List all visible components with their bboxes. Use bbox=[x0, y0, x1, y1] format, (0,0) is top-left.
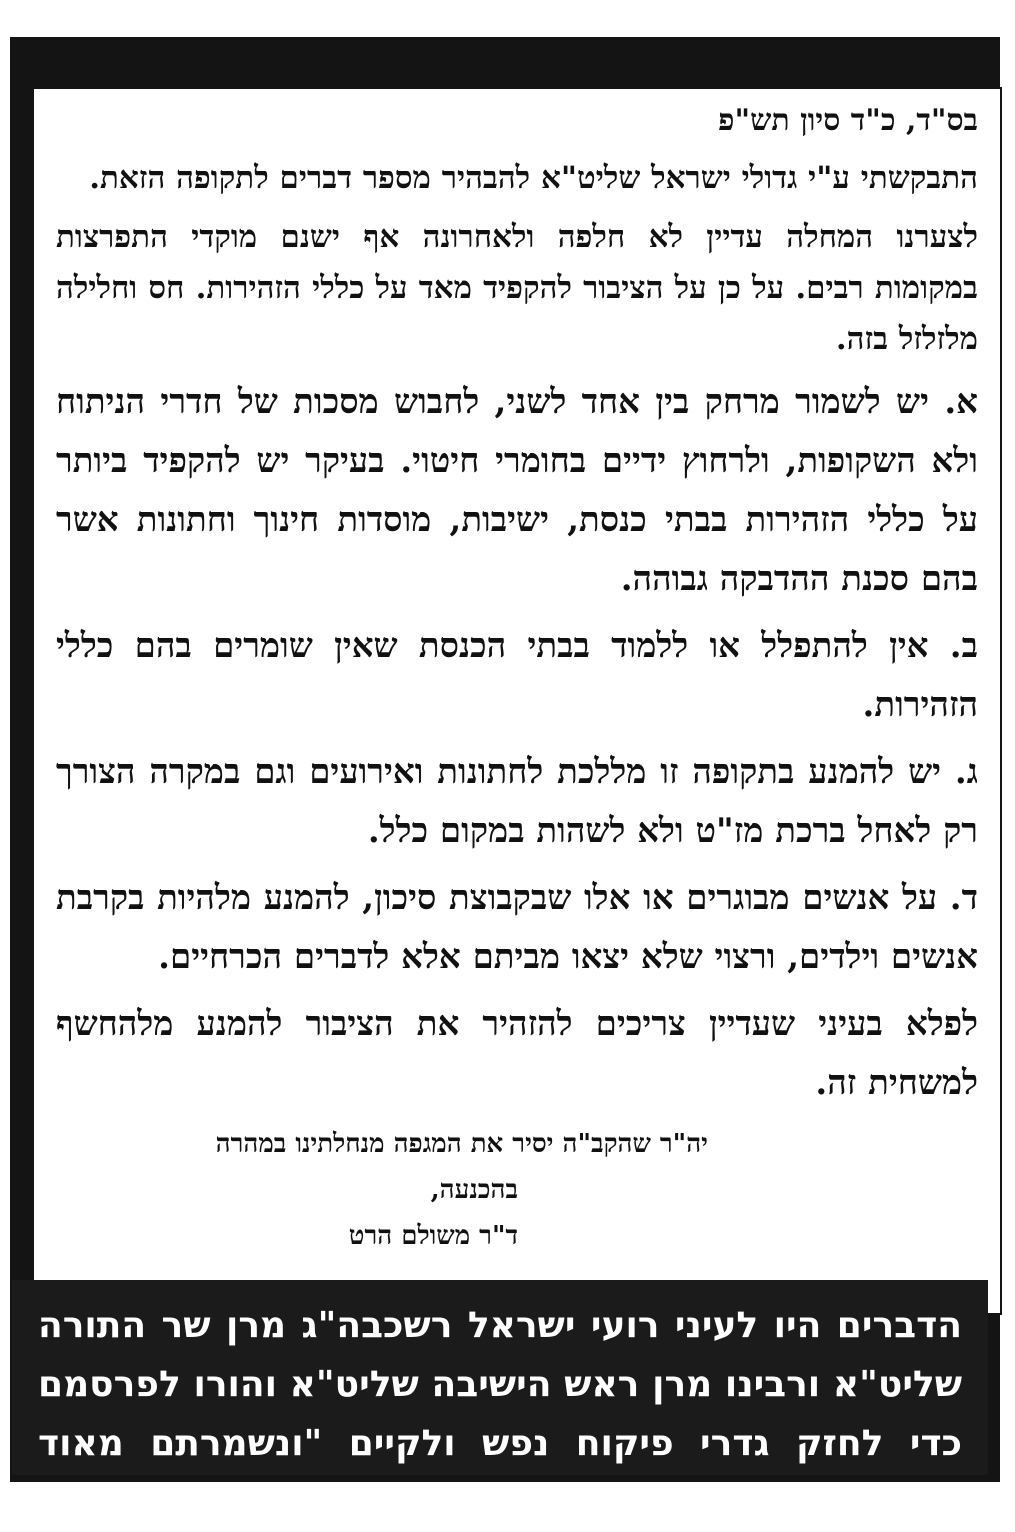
closing-humility: בהכנעה, bbox=[430, 1175, 518, 1205]
situation-paragraph: לצערנו המחלה עדיין לא חלפה ולאחרונה אף ישנם מוקדי התפרצות במקומות רבים. על כן על הציבור להקפיד מאד על כללי הזהירות. חס וחלילה מלזלזל בזה. bbox=[56, 219, 978, 357]
notice-body bbox=[32, 87, 1002, 1315]
intro-paragraph: התבקשתי ע"י גדולי ישראל שליט"א להבהיר מספר דברים לתקופה הזאת. bbox=[89, 160, 978, 196]
notice-frame bbox=[10, 37, 1000, 1482]
item-d: ד. על אנשים מבוגרים או אלו שבקבוצת סיכון, להמנע מלהיות בקרבת אנשים וילדים, ורצוי שלא יצאו מביתם אלא לדברים הכרחיים. bbox=[56, 878, 978, 977]
banner-text: הדברים היו לעיני רועי ישראל רשכבה"ג מרן שר התורה שליט"א ורבינו מרן ראש הישיבה שליט"א והורו לפרסמם כדי לחזק גדרי פיקוח נפש ולקיים "ונשמרתם מאוד לנפשותיכם" bbox=[38, 1305, 962, 1523]
item-a: א. יש לשמור מרחק בין אחד לשני, לחבוש מסכות של חדרי הניתוח ולא השקופות, ולרחוץ ידיים בחומרי חיטוי. בעיקר יש להקפיד ביותר על כללי הזהירות בבתי כנסת, ישיבות, מוסדות חינוך וחתונות אשר בהם סכנת ההדבקה גבוהה. bbox=[56, 382, 978, 599]
signature: ד"ר משולם הרט bbox=[348, 1221, 518, 1251]
date-line: בס"ד, כ"ד סיון תש"פ bbox=[718, 103, 978, 138]
final-paragraph: לפלא בעיני שעדיין צריכים להזהיר את הציבור להמנע מלהחשף למשחית זה. bbox=[56, 1004, 978, 1103]
item-b: ב. אין להתפלל או ללמוד בבתי הכנסת שאין שומרים בהם כללי הזהירות. bbox=[56, 626, 978, 725]
closing-block bbox=[56, 1121, 978, 1259]
item-c: ג. יש להמנע בתקופה זו מללכת לחתונות ואירועים וגם במקרה הצורך רק לאחל ברכת מז"ט ולא לשהות במקום כלל. bbox=[56, 752, 978, 851]
endorsement-banner bbox=[12, 1280, 988, 1523]
closing-wish: יה"ר שהקב"ה יסיר את המגפה מנחלתינו במהרה bbox=[215, 1129, 708, 1159]
